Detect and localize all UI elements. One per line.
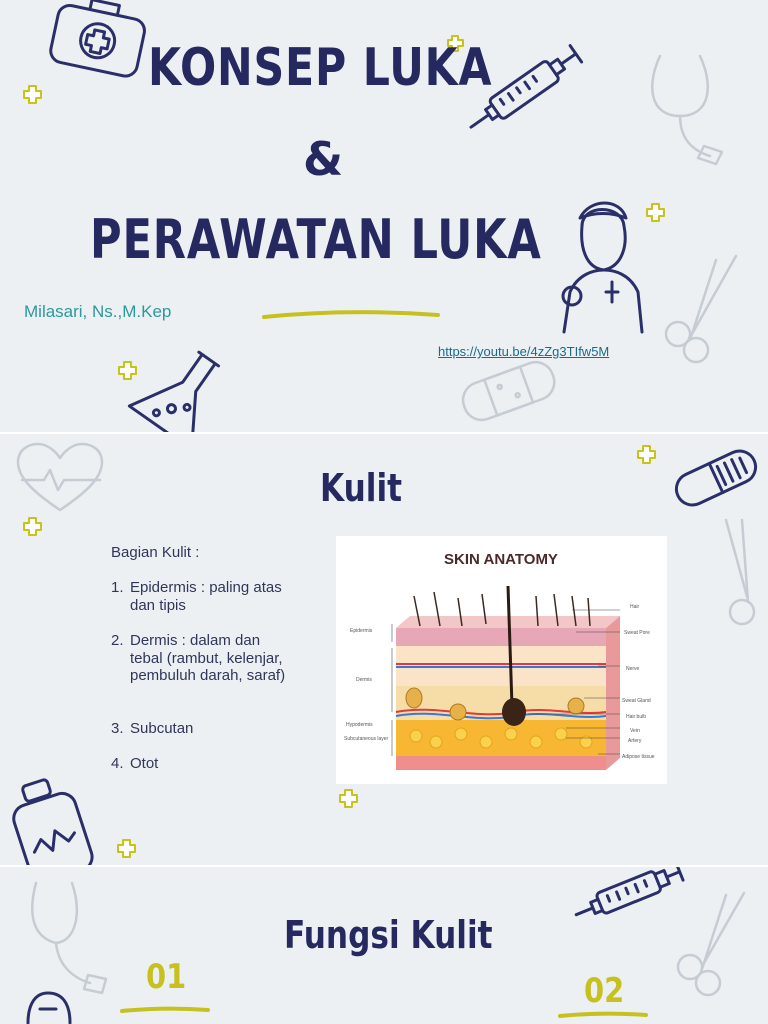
youtube-link[interactable]: https://youtu.be/4zZg3TIfw5M [438, 344, 610, 359]
point-number-01: 01 [146, 957, 187, 997]
slide-title [0, 0, 768, 432]
label-sweat-gland: Sweat Gland [622, 698, 651, 704]
nurse-icon [542, 196, 652, 336]
label-epidermis: Epidermis [350, 628, 373, 634]
label-nerve: Nerve [626, 666, 640, 672]
label-hair: Hair [630, 604, 640, 610]
label-subcutaneous: Subcutaneous layer [344, 736, 389, 742]
scissors-icon [716, 516, 768, 636]
label-vein: Vein [630, 728, 640, 734]
image-title: SKIN ANATOMY [444, 551, 558, 568]
first-aid-kit-icon [18, 989, 78, 1024]
left-labels [344, 624, 392, 756]
list-text: Dermis : dalam dan tebal (rambut, kelenjar, pembuluh darah, saraf) [130, 632, 286, 684]
plus-icon [22, 84, 44, 106]
flask-icon [110, 340, 240, 432]
list-number: 1. [111, 579, 124, 596]
first-aid-kit-icon [44, 0, 154, 84]
author: Milasari, Ns.,M.Kep [24, 302, 172, 321]
list-number: 4. [111, 755, 124, 772]
plus-icon [22, 516, 44, 538]
slide-title-kulit: Kulit [320, 466, 403, 510]
label-dermis: Dermis [356, 677, 372, 683]
skin-anatomy-image [336, 536, 667, 784]
intro-text: Bagian Kulit : [111, 544, 200, 561]
list-number: 2. [111, 632, 124, 649]
iv-bag-icon [8, 774, 108, 865]
list-text: Subcutan [130, 720, 194, 737]
plus-icon [636, 444, 658, 466]
label-hypodermis: Hypodermis [346, 722, 373, 728]
label-hair-bulb: Hair bulb [626, 714, 647, 720]
underline-decoration [260, 308, 442, 322]
heart-pulse-icon [14, 442, 106, 516]
list-text: Epidermis : paling atas dan tipis [130, 579, 282, 614]
slide-fungsi-kulit [0, 867, 768, 1024]
plus-icon [338, 788, 360, 810]
label-artery: Artery [628, 738, 642, 744]
underline-decoration [118, 1005, 212, 1015]
pill-capsule-icon [668, 440, 764, 516]
plus-icon [116, 838, 138, 860]
label-adipose: Adipose tissue [622, 754, 655, 760]
underline-decoration [556, 1010, 650, 1020]
slide-kulit [0, 434, 768, 865]
title-ampersand: & [303, 132, 345, 186]
stethoscope-icon [22, 877, 122, 997]
bandage-icon [454, 350, 564, 432]
point-number-02: 02 [584, 971, 625, 1011]
title-line-1: KONSEP LUKA [148, 38, 493, 98]
label-sweat-pore: Sweat Pore [624, 630, 650, 636]
list-text: Otot [130, 755, 159, 772]
scissors-icon [664, 887, 754, 1007]
title-line-2: PERAWATAN LUKA [90, 208, 542, 271]
slide-title-fungsi-kulit: Fungsi Kulit [284, 913, 493, 957]
list-number: 3. [111, 720, 124, 737]
scissors-icon [656, 250, 746, 370]
stethoscope-icon [640, 46, 740, 166]
